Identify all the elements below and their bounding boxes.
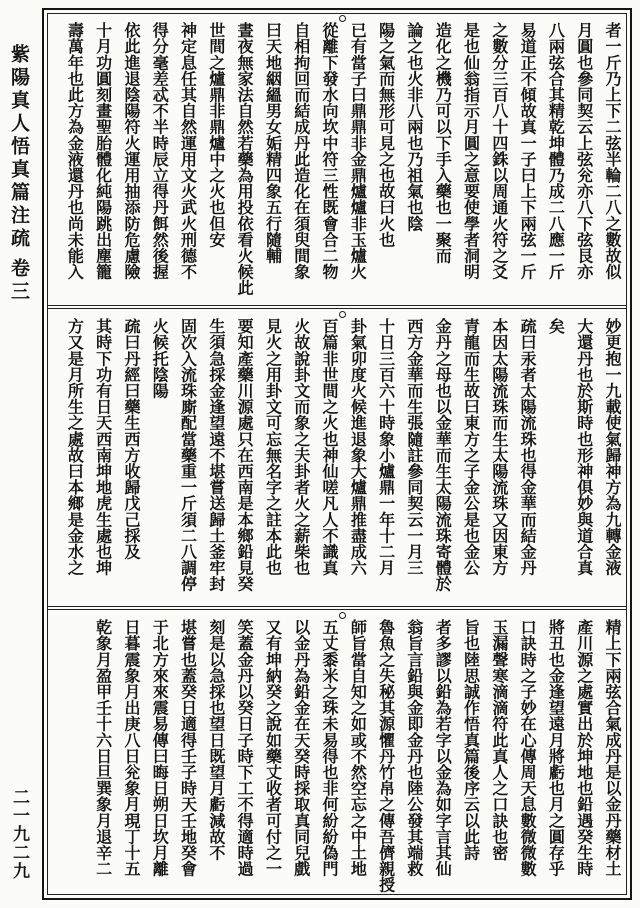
text-column: 者一斤乃上下二弦半輪二八之數故似: [603, 22, 622, 280]
margin-page-number: 二一九二九: [9, 788, 29, 881]
text-column: 得分毫差忒不半時辰立得丹餌然後握: [150, 22, 170, 280]
text-column: 八兩弦合其精乾坤體乃成二八應一斤: [546, 22, 566, 280]
text-column: 月圓也參同契云上弦兊亦八下弦艮亦: [574, 22, 594, 280]
text-column: 師旨當自知之如或不然空忘之中土地: [348, 619, 368, 877]
text-column: 本因太陽流珠而生太陽流珠又因東方: [489, 318, 509, 576]
text-column: 疏曰丹經曰藥生西方收歸戊己採及: [121, 318, 141, 560]
text-column: 者多謬以鉛為若字以金為如字言其仙: [433, 619, 453, 877]
register-divider: [47, 305, 627, 309]
text-column: 論之也火非八兩也乃祖氣也陰: [404, 22, 424, 232]
text-column: 青龍而生故曰東方之子金公是也金公: [461, 318, 481, 576]
text-column: 產川源之處實出於坤地也鉛遇癸生時: [574, 619, 594, 877]
text-column: 笑蓋金丹以癸日子時下工不得適時過: [235, 619, 255, 877]
text-column: 矣: [546, 318, 566, 335]
text-column: 乾象月盈甲壬十六日旦巽象月退辛二: [93, 619, 113, 877]
register-divider: [47, 606, 627, 610]
text-column: 方又是月所生之處故曰本鄉是金水之: [65, 318, 85, 576]
text-column: 刻是以急採也望日既望月虧減故不: [206, 619, 226, 861]
text-column: 其時下功有日天西南坤地虎生處也坤: [93, 318, 113, 576]
text-column: 又有坤納癸之說如藥丈收者可付之一: [263, 619, 283, 877]
text-column: 五丈黍米之珠未易得也非何紛紛偽門: [320, 619, 340, 877]
text-column: 曰天地絪縕男女姤精四象五行隨輔: [263, 22, 283, 264]
text-column: 十日三百六十時象小爐鼎一年十二月: [376, 318, 396, 576]
text-column: 晝夜無家法自然若藥為用投依看火候此: [235, 22, 255, 296]
text-column: 陽之氣而無形可見之也故曰火也: [376, 22, 396, 248]
text-column: 精上下兩弦合氣成丹是以金丹藥材土: [603, 619, 622, 877]
text-column: 西方金華而生張隨註參同契云一月三: [404, 318, 424, 576]
register-top: [60, 14, 626, 304]
text-column: 自相拘回而結成丹此造化在須臾間象: [291, 22, 311, 280]
text-column: 卦氣卯度火候進退象大爐鼎推盡成六: [348, 318, 368, 576]
text-column: 疏曰汞者太陽流珠也得金華而結金丹: [518, 318, 538, 576]
text-column: 口訣時之子妙在心傳周天息數微微數: [518, 619, 538, 877]
text-column: 已有當子曰鼎鼎非金鼎爐爐非玉爐火: [348, 22, 368, 280]
text-column: 金丹之母也以金華而生太陽流珠寄體於: [433, 318, 453, 592]
text-column: 玉漏聲寒滴滴符此真人之口訣也密: [489, 619, 509, 861]
text-column: 大還丹也於斯時也形神俱妙與道合真: [574, 318, 594, 576]
text-column: 壽萬年也此方為金液還丹也尚未能入: [65, 22, 85, 280]
text-column: 火故說卦文而象之夫卦者火之薪柴也: [291, 318, 311, 576]
text-column: 百篇非世間之火也神仙嗟凡人不識真: [320, 318, 340, 576]
register-middle: [60, 310, 626, 605]
text-column: 易道正不傾故真一子曰上下兩弦一斤: [518, 22, 538, 280]
text-column: 將丑也金逢望遠月將虧也月之圓存乎: [546, 619, 566, 877]
text-column: 魯魚之失秘其源懼丹竹帛之傳吾儕親授: [376, 619, 396, 893]
text-column: 造化之機乃可以下手入藥也一聚而: [433, 22, 453, 264]
text-column: 神定息任其自然運用文火武火刑德不: [178, 22, 198, 280]
text-column: 依此進退陰陽符火運用抽添防危慮險: [121, 22, 141, 280]
text-column: 世間之爐鼎非鼎爐中之火也但安: [206, 22, 226, 248]
text-column: 以金丹為鉛金在天癸時採取真同兒戲: [291, 619, 311, 877]
register-bottom: [60, 611, 626, 894]
text-column: 從離下發水向坎中符三性既會合二物: [320, 22, 340, 280]
text-column: 固次入流珠廝配當藥重一斤須二八調停: [178, 318, 198, 592]
text-column: 旨也陸思誠作悟真篇後序云以此詩: [461, 619, 481, 861]
text-column: 于北方來來震易傳曰晦日朔日坎月離: [150, 619, 170, 877]
text-column: 生須急採金逢望遠不堪嘗送歸土釜牢封: [206, 318, 226, 592]
text-column: 十月功圓刻畫聖胎體化純陽跳出塵籠: [93, 22, 113, 280]
text-column: 見火之用卦文可忘無名字之註本此也: [263, 318, 283, 576]
margin-book-title: 紫陽真人悟真篇注疏: [8, 44, 30, 251]
text-column: 日暮震象月出庚八日兊象月現丁十五: [121, 619, 141, 877]
text-column: 妙更抱一九載使氣歸神方為九轉金液: [603, 318, 622, 576]
text-column: 堪嘗也蓋癸日適得壬子時天壬地癸會: [178, 619, 198, 877]
text-column: 之數分三百八十四銖以周通火符之爻: [489, 22, 509, 280]
text-column: 翁旨言鉛與金即金丹也陸公發其端救: [404, 619, 424, 877]
text-column: 是也仙翁指示月圓之意要使學者洞明: [461, 22, 481, 280]
margin-volume-label: 卷三: [8, 258, 30, 304]
text-column: 火候托陰陽: [150, 318, 170, 399]
text-column: 要知產藥川源處只在西南是本鄉鉛見癸: [235, 318, 255, 592]
